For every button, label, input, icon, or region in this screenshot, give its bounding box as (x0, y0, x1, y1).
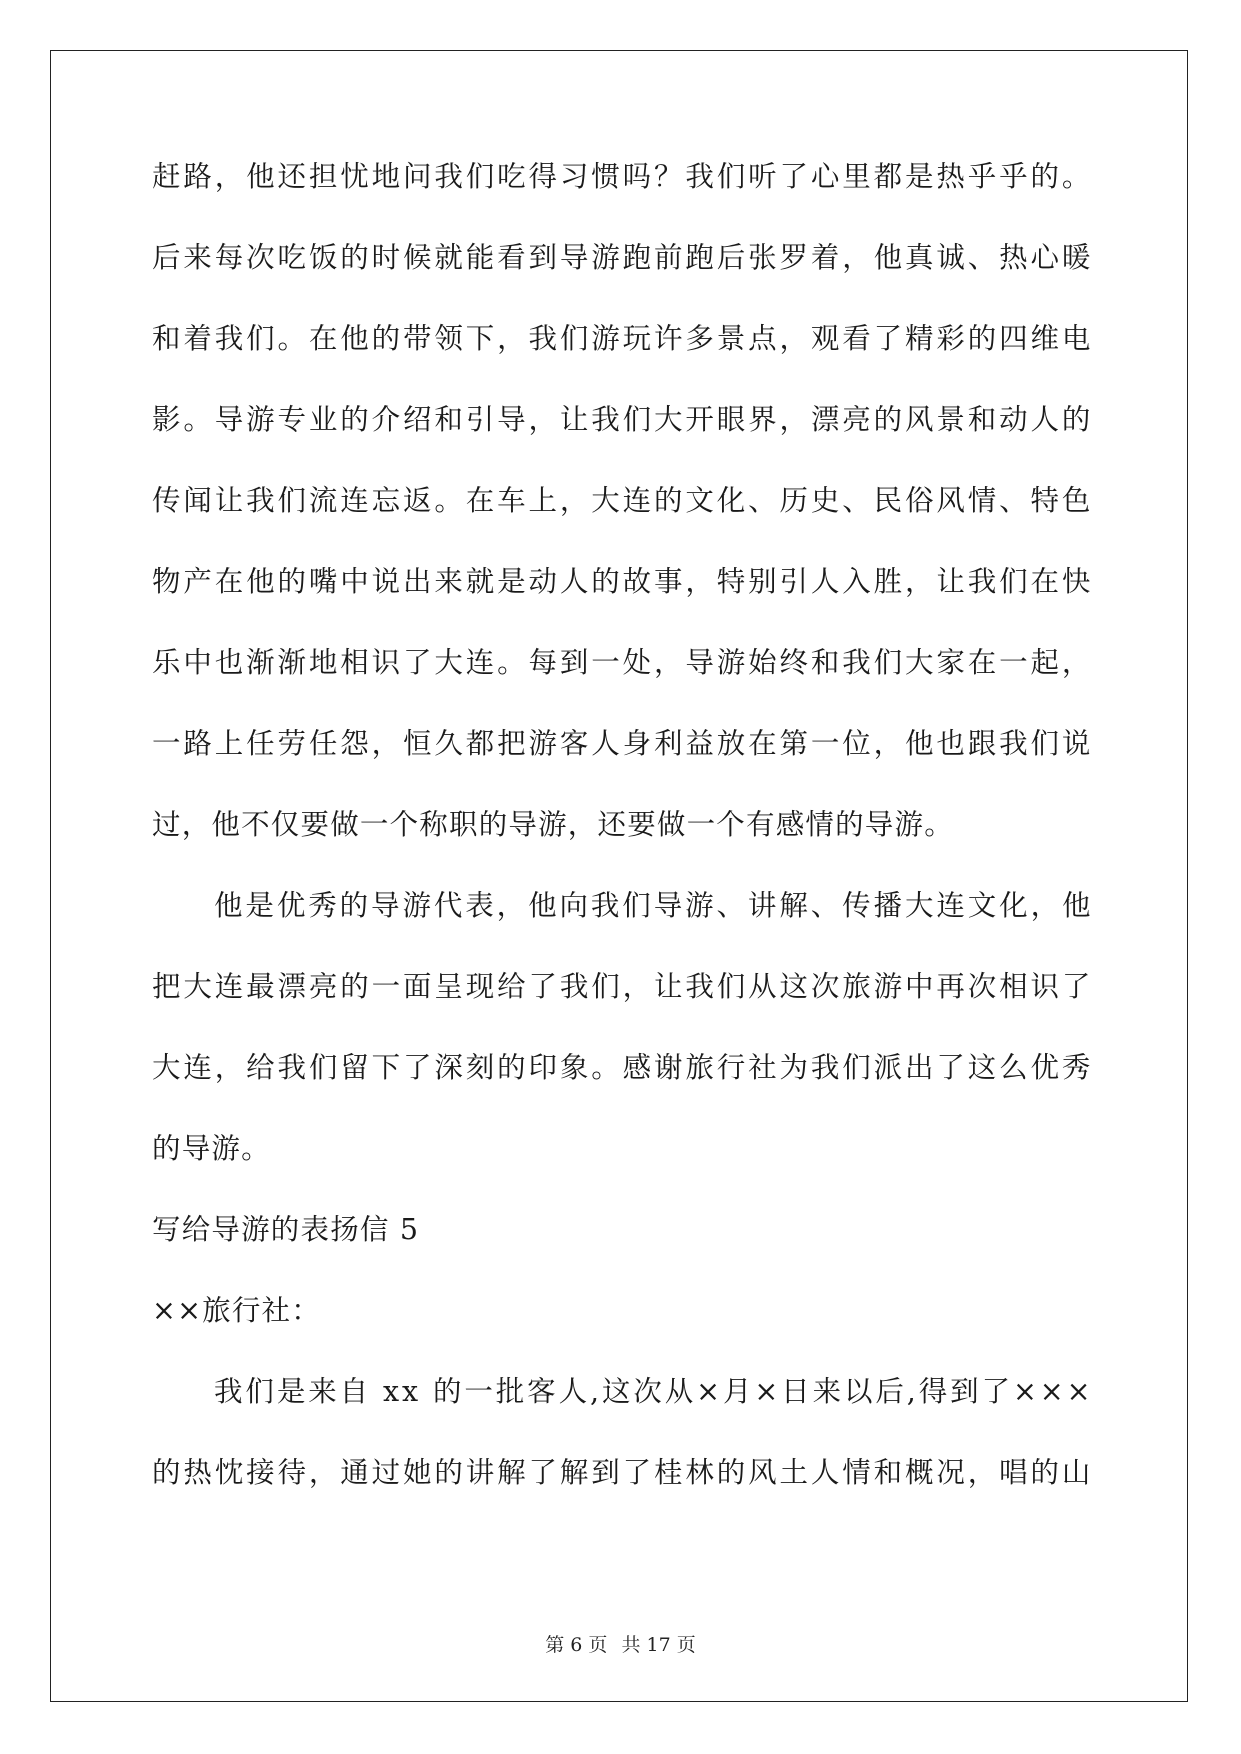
text-line: 的 热 忱 接 待 ， 通 过 她 的 讲 解 了 解 到 了 桂 林 的 风 土 人 情 和 概 况 ， 唱 的 山 (152, 1456, 1092, 1489)
text-line: 过，他不仅要做一个称职的导游，还要做一个有感情的导游。 (152, 808, 954, 841)
text-line: 我 们 是 来 自 x x 的 一 批 客 人 , 这 次 从 × 月 × 日 来 以 后 , 得 到 了 × × × (214, 1375, 1092, 1408)
text-line: 物 产 在 他 的 嘴 中 说 出 来 就 是 动 人 的 故 事 ， 特 别 引 人 入 胜 ， 让 我 们 在 快 (152, 565, 1092, 598)
section-title: 写给导游的表扬信 5 (152, 1213, 420, 1246)
text-line: 乐 中 也 渐 渐 地 相 识 了 大 连 。 每 到 一 处 ， 导 游 始 终 和 我 们 大 家 在 一 起 ， (152, 646, 1092, 679)
page-number: 第 6 页 (545, 1634, 608, 1656)
text-line: 后 来 每 次 吃 饭 的 时 候 就 能 看 到 导 游 跑 前 跑 后 张 罗 着 ， 他 真 诚 、 热 心 暖 (152, 241, 1092, 274)
text-line: 一 路 上 任 劳 任 怨 ， 恒 久 都 把 游 客 人 身 利 益 放 在 第 一 位 ， 他 也 跟 我 们 说 (152, 727, 1092, 760)
document-body (152, 160, 1092, 1537)
text-line: 影 。 导 游 专 业 的 介 绍 和 引 导 ， 让 我 们 大 开 眼 界 ， 漂 亮 的 风 景 和 动 人 的 (152, 403, 1092, 436)
text-line: 和 着 我 们 。 在 他 的 带 领 下 ， 我 们 游 玩 许 多 景 点 ， 观 看 了 精 彩 的 四 维 电 (152, 322, 1092, 355)
page-footer (0, 1630, 1241, 1657)
salutation: ××旅行社： (152, 1294, 321, 1327)
text-line: 的导游。 (152, 1132, 271, 1165)
text-line: 赶 路 ， 他 还 担 忧 地 问 我 们 吃 得 习 惯 吗 ？ 我 们 听 了 心 里 都 是 热 乎 乎 的 。 (152, 160, 1092, 193)
text-line: 他 是 优 秀 的 导 游 代 表 ， 他 向 我 们 导 游 、 讲 解 、 传 播 大 连 文 化 ， 他 (214, 889, 1092, 922)
text-line: 大 连 ， 给 我 们 留 下 了 深 刻 的 印 象 。 感 谢 旅 行 社 为 我 们 派 出 了 这 么 优 秀 (152, 1051, 1092, 1084)
text-line: 把 大 连 最 漂 亮 的 一 面 呈 现 给 了 我 们 ， 让 我 们 从 这 次 旅 游 中 再 次 相 识 了 (152, 970, 1092, 1003)
text-line: 传 闻 让 我 们 流 连 忘 返 。 在 车 上 ， 大 连 的 文 化 、 历 史 、 民 俗 风 情 、 特 色 (152, 484, 1092, 517)
page-total: 共 17 页 (621, 1634, 696, 1656)
